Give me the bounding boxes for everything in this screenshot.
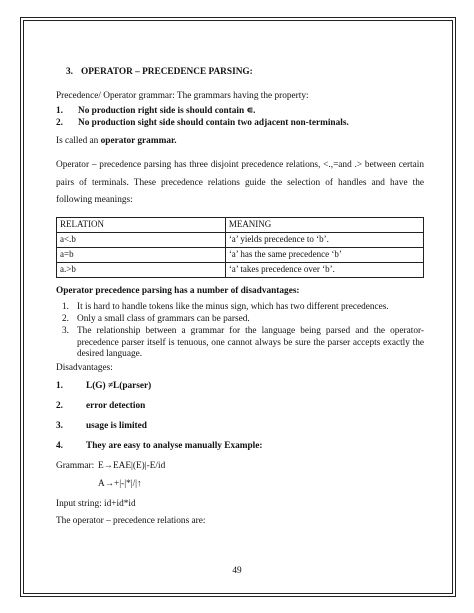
grammar-label: Grammar: bbox=[56, 460, 95, 471]
table-row: a<.b ‘a’ yields precedence to ‘b’. bbox=[57, 233, 424, 248]
page-content bbox=[56, 67, 424, 528]
list-item: 2. error detection bbox=[56, 401, 146, 412]
list-item: 3. The relationship between a grammar for the language being parsed and the operator-precedence parser itself is tenuous, one cannot always be sure the parser accepts exactly the desired language. bbox=[62, 325, 424, 360]
called-text: Is called an operator grammar. bbox=[56, 135, 177, 146]
intro-text: Precedence/ Operator grammar: The grammars having the property: bbox=[56, 90, 309, 101]
property-item: 1. No production right side is should contain ∊. bbox=[56, 105, 256, 116]
precedence-relations-table bbox=[56, 217, 424, 278]
list-item: 2. Only a small class of grammars can be parsed. bbox=[62, 313, 250, 324]
property-list bbox=[56, 106, 424, 130]
table-row: a=b ‘a’ has the same precedence ‘b’ bbox=[57, 248, 424, 263]
grammar-production-e: E→EAE|(E)|-E/id bbox=[98, 460, 166, 471]
column-header-meaning: MEANING bbox=[225, 218, 423, 233]
list-item: 4. They are easy to analyse manually Example: bbox=[56, 440, 263, 451]
disadvantages-list bbox=[56, 302, 424, 361]
section-title: OPERATOR – PRECEDENCE PARSING: bbox=[80, 67, 253, 77]
list-item: 1. It is hard to handle tokens like the minus sign, which has two different precedences. bbox=[62, 301, 389, 312]
column-header-relation: RELATION bbox=[57, 218, 226, 233]
property-item: 2. No production sight side should contain two adjacent non-terminals. bbox=[56, 117, 349, 128]
grammar-production-a: A→+|-|*|/|↑ bbox=[98, 478, 142, 489]
closing-text: The operator – precedence relations are: bbox=[56, 516, 206, 527]
disadvantages-heading: Operator precedence parsing has a number of disadvantages: bbox=[56, 286, 300, 297]
section-number: 3. bbox=[66, 67, 73, 77]
grammar-line bbox=[56, 461, 424, 473]
list-item: 1. L(G) ≠L(parser) bbox=[56, 381, 152, 392]
short-disadvantages-list bbox=[56, 381, 424, 453]
table-header-row bbox=[57, 218, 424, 233]
list-item: 3. usage is limited bbox=[56, 421, 147, 432]
section-heading bbox=[66, 67, 424, 79]
disadvantages-label: Disadvantages: bbox=[56, 363, 113, 374]
relations-paragraph: Operator – precedence parsing has three disjoint precedence relations, <.,=and .> between certain pairs of terminals. These precedence relations guide the selection of handles and have the following meanings: bbox=[56, 160, 424, 205]
page-number: 49 bbox=[232, 566, 242, 576]
table-row: a.>b ‘a’ takes precedence over ‘b’. bbox=[57, 263, 424, 278]
input-string: Input string: id+id*id bbox=[56, 498, 136, 509]
